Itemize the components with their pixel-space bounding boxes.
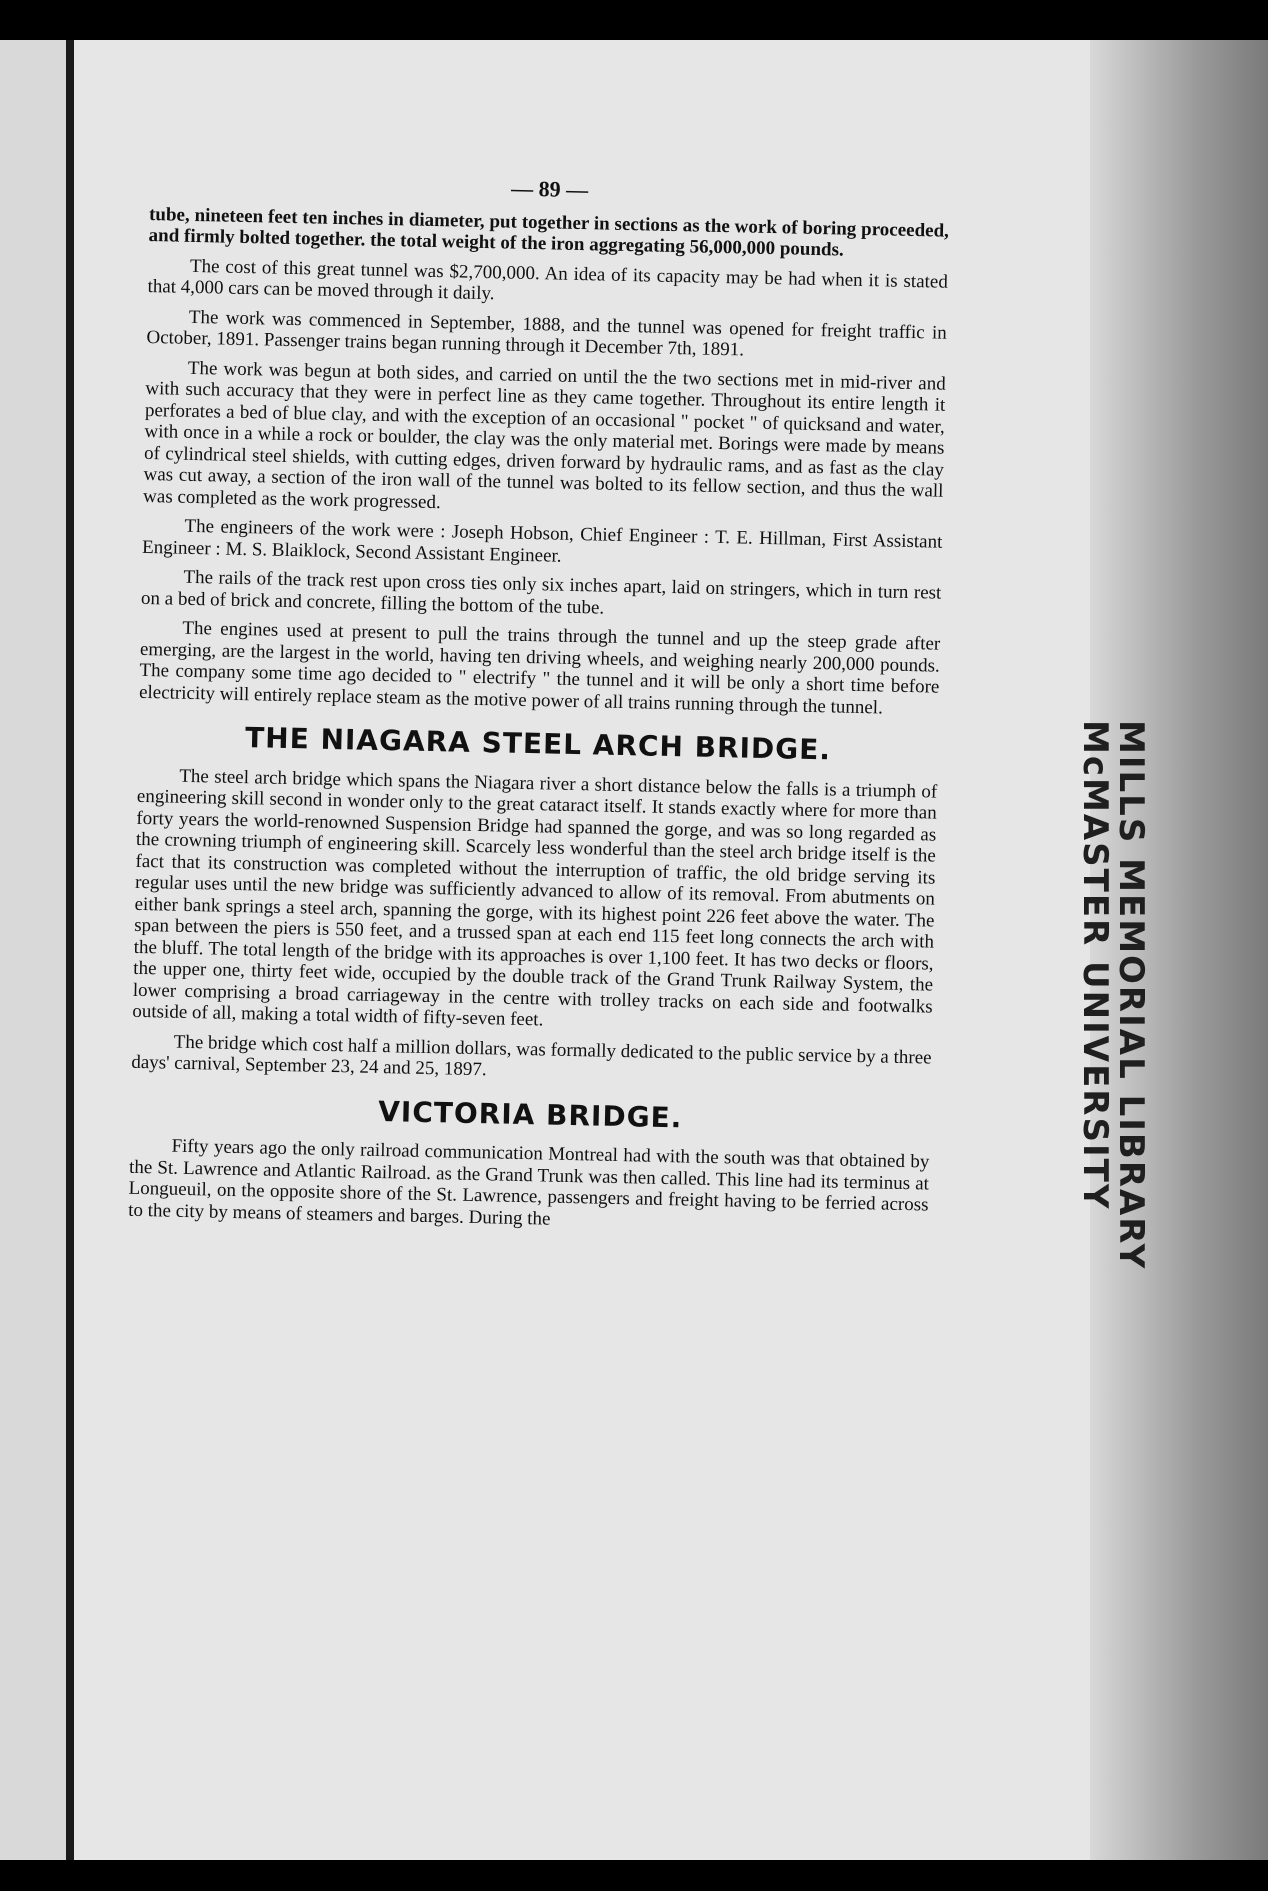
section-heading-victoria: VICTORIA BRIDGE. (377, 1094, 683, 1134)
paragraph: The bridge which cost half a million dollars, was formally dedicated to the public service by a three days' carnival, September 23, 24 and 25, 1897. (131, 1031, 932, 1081)
library-stamp (1075, 720, 1151, 1271)
page-number: — 89 — (510, 175, 589, 203)
paragraph: Fifty years ago the only railroad communication Montreal had with the south was that obtained by the St. Lawrence and Atlantic Railroad. as the Grand Trunk was then called. This line had its terminus at Longueuil, on the opposite shore of the St. Lawrence, passengers and freight having to be ferried across to the city by means of steamers and barges. During the (127, 1135, 930, 1230)
facing-page-edge (0, 40, 70, 1860)
paragraph: The rails of the track rest upon cross ties only six inches apart, laid on stringers, which in turn rest on a bed of brick and concrete, filling the bottom of the tube. (140, 566, 942, 619)
paragraph: The work was commenced in September, 1888, and the tunnel was opened for freight traffic in October, 1891. Passenger trains began running through it December 7th, 1891. (146, 306, 947, 361)
page-content (128, 170, 950, 1246)
paragraph: The steel arch bridge which spans the Niagara river a short distance below the falls is a triumph of engineering skill second in wonder only to the great cataract itself. It stands exactly where for more than forty years the world-renowned Suspension Bridge had spanned the gorge, and was so long regarded as the crowning triumph of engineering skill. Scarcely less wonderful than the steel arch bridge itself is the fact that its construction was completed without the interruption of traffic, the old bridge serving its regular uses until the new bridge was sufficiently advanced to allow of its removal. From abutments on either bank springs a steel arch, spanning the gorge, with its highest point 226 feet above the water. The span between the piers is 550 feet, and a trussed span at each end 115 feet long connects the arch with the bluff. The total length of the bridge with its approaches is over 1,100 feet. It has two decks or floors, the upper one, thirty feet wide, occupied by the double track of the Grand Trunk Railway System, the lower comprising a broad carriageway in the centre with trolley tracks on each side and footwalks outside of all, making a total width of fifty-seven feet. (132, 765, 938, 1031)
page-spine-shadow (66, 40, 74, 1860)
paragraph: The engineers of the work were : Joseph Hobson, Chief Engineer : T. E. Hillman, First Assistant Engineer : M. S. Blaiklock, Second Assistant Engineer. (141, 515, 943, 567)
paragraph: The work was begun at both sides, and carried on until the the two sections met in mid-river and with such accuracy that they were in perfect line as they came together. Throughout its entire length it perforates a bed of blue clay, and with the exception of an occasional " pocket " of quicksand and water, with once in a while a rock or boulder, the clay was the only material met. Borings were made by means of cylindrical steel shields, with cutting edges, driven forward by hydraulic rams, and as fast as the clay was cut away, a section of the iron wall of the tunnel was bolted to its fellow section, and thus the wall was completed as the work progressed. (142, 357, 946, 513)
section-heading-niagara: THE NIAGARA STEEL ARCH BRIDGE. (244, 721, 832, 767)
stamp-line-1: MILLS MEMORIAL LIBRARY (1111, 720, 1151, 1271)
stamp-line-2: McMASTER UNIVERSITY (1075, 720, 1116, 1211)
paragraph: tube, nineteen feet ten inches in diameter, put together in sections as the work of boring proceeded, and firmly bolted together. the total weight of the iron aggregating 56,000,000 pounds. (148, 203, 950, 261)
paragraph: The cost of this great tunnel was $2,700,000. An idea of its capacity may be had when it is stated that 4,000 cars can be moved through it daily. (147, 255, 949, 305)
paragraph: The engines used at present to pull the trains through the tunnel and up the steep grade after emerging, are the largest in the world, having ten driving wheels, and weighing nearly 200,000 pounds. The company some time ago decided to " electrify " the tunnel and it will be only a short time before electricity will entirely replace steam as the motive power of all trains running through the tunnel. (138, 617, 941, 718)
